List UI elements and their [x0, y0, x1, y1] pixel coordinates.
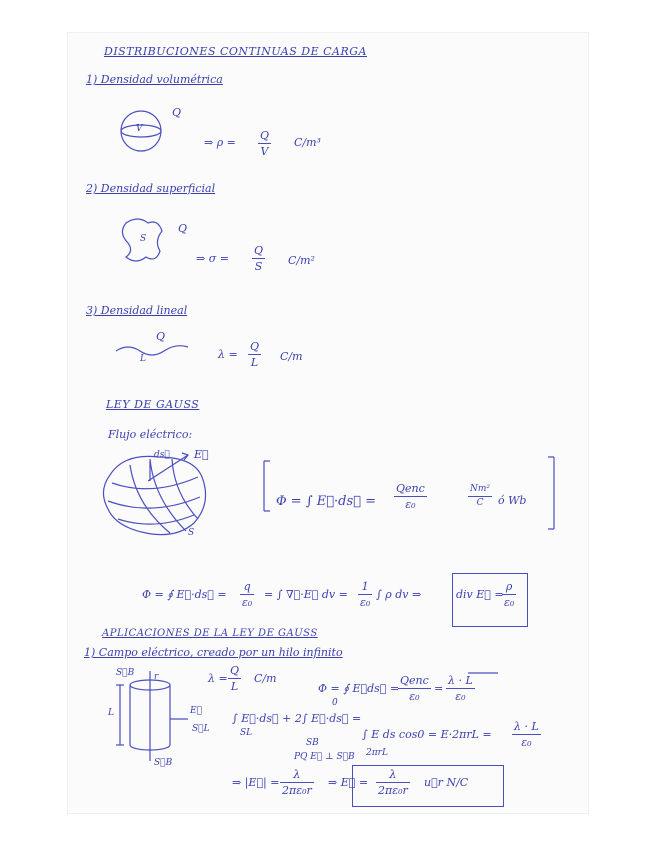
phi-eq: =	[434, 682, 444, 695]
page-title: DISTRIBUCIONES CONTINUAS DE CARGA	[104, 45, 367, 58]
heading-volumetric: 1) Densidad volumétrica	[86, 73, 223, 86]
surf-fraction: $\frac{Q}{S}$	[254, 244, 264, 274]
flux-bracket-left	[264, 461, 270, 511]
line-charge	[116, 346, 188, 355]
div-mid2: ∫ ρ dv ⇒	[376, 588, 422, 601]
phi-fraction: Qenc ε₀	[400, 674, 429, 704]
surf-unit: C/m²	[288, 254, 315, 267]
heading-linear: 3) Densidad lineal	[86, 304, 188, 317]
sub-sl: SL	[240, 728, 253, 738]
flux-fraction: Qenc ε₀	[396, 482, 425, 512]
heading-gauss: LEY DE GAUSS	[106, 398, 200, 411]
lin-fraction: $\frac{Q}{L}$	[250, 340, 260, 370]
lambda-label: λ =	[208, 672, 228, 685]
applications-item: 1) Campo eléctrico, creado por un hilo infinito	[84, 646, 343, 659]
cyl-r: r	[154, 672, 159, 682]
surf-charge-label: Q	[178, 222, 188, 235]
div-boxed: div E⃗ =	[456, 588, 504, 601]
div-mid: = ∫ ∇⃗·E⃗ dv =	[264, 588, 348, 601]
abs-fraction: $\frac{\lambda}{\text{2πε₀r}}$	[282, 768, 312, 798]
phi-label: Φ = ∮ E⃗ds⃗ =	[318, 682, 400, 695]
surf-surface-label: S	[140, 234, 147, 244]
lambda-unit: C/m	[254, 672, 277, 685]
notebook-page	[68, 33, 588, 813]
cyl-sb-top: S⃗B	[116, 668, 135, 678]
heading-applications: APLICACIONES DE LA LEY DE GAUSS	[102, 628, 318, 639]
gauss-grid	[108, 459, 200, 533]
vec-tail: u⃗r N/C	[424, 776, 469, 789]
phi-fraction-2: $\frac{\lambda \cdot L}{\text{ε₀}}$	[448, 674, 473, 704]
gauss-subheading: Flujo eléctrico:	[108, 428, 193, 441]
lin-charge-label: Q	[156, 330, 166, 343]
flux-unit-alt: ó Wb	[498, 494, 527, 507]
lin-formula: λ =	[218, 348, 238, 361]
div-frac1: $\frac{q}{\text{ε₀}}$	[242, 580, 253, 610]
gauss-field-label: E⃗	[194, 448, 209, 461]
vec-fraction: $\frac{\lambda}{\text{2πε₀r}}$	[378, 768, 408, 798]
perp-note: PQ E⃗ ⊥ S⃗B	[294, 752, 355, 762]
vol-unit: C/m³	[294, 136, 321, 149]
cyl-e: E⃗	[190, 706, 202, 716]
gauss-ds-label: ds⃗	[154, 450, 170, 460]
cyl-sl: S⃗L	[192, 724, 210, 734]
vec-e: ⇒ E⃗ =	[328, 776, 369, 789]
cyl-sb-bottom: S⃗B	[154, 758, 173, 768]
div-frac3: $\frac{\rho}{\text{ε₀}}$	[504, 580, 515, 610]
zero-label: 0	[332, 698, 338, 708]
gauss-surface	[103, 456, 205, 534]
flux-unit-fraction: $\frac{\text{Nm²}}{C}$	[470, 484, 491, 508]
integral-sum: ∫ E⃗·ds⃗ + 2∫ E⃗·ds⃗ =	[232, 712, 362, 725]
sketch-layer	[68, 33, 588, 813]
lin-length-label: L	[140, 354, 146, 364]
div-frac2: $\frac{1}{\text{ε₀}}$	[360, 580, 371, 610]
lin-unit: C/m	[280, 350, 303, 363]
abs-e: ⇒ |E⃗| =	[232, 776, 280, 789]
result-integral: ∫ E ds cos0 = E·2πrL =	[362, 728, 492, 741]
vol-formula: ⇒ ρ =	[204, 136, 236, 149]
flux-bracket-right	[548, 457, 554, 529]
vol-charge-label: Q	[172, 106, 182, 119]
surf-formula: ⇒ σ =	[196, 252, 229, 265]
flux-formula: Φ = ∫ E⃗·ds⃗ =	[276, 494, 376, 509]
gauss-surface-label: S	[188, 528, 195, 538]
sub-sb: SB	[306, 738, 319, 748]
div-lhs: Φ = ∮ E⃗·ds⃗ =	[142, 588, 227, 601]
vol-volume-label: V	[136, 124, 143, 134]
sub-2pirl: 2πrL	[366, 748, 388, 758]
cyl-l: L	[108, 708, 114, 718]
heading-surface: 2) Densidad superficial	[86, 182, 216, 195]
lambda-fraction: $\frac{Q}{L}$	[230, 664, 240, 694]
result-fraction: $\frac{\lambda \cdot L}{\text{ε₀}}$	[514, 720, 539, 750]
vol-fraction: $\frac{Q}{V}$	[260, 129, 270, 159]
